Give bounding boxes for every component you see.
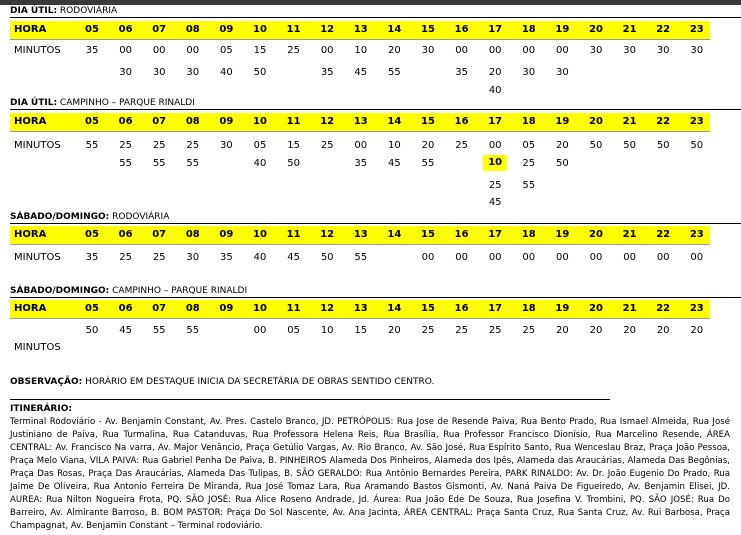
minute-cell: 55 <box>388 67 401 78</box>
minute-cell: 40 <box>488 85 502 96</box>
minute-cell: 35 <box>320 67 334 78</box>
hour-cell: 13 <box>353 303 368 314</box>
hour-cell: 14 <box>387 229 402 240</box>
minute-cell: 05 <box>253 140 267 151</box>
minute-cell: 20 <box>556 140 569 151</box>
hour-cell: 16 <box>454 229 469 240</box>
hour-cell: 10 <box>253 229 267 240</box>
minute-cell: 05 <box>287 325 300 336</box>
minute-cell: 20 <box>388 45 401 56</box>
minute-cell: 50 <box>85 325 99 336</box>
section-rule <box>10 17 741 18</box>
minute-cell: 25 <box>488 180 502 191</box>
minute-cell: 30 <box>656 45 670 56</box>
minute-cell: 25 <box>119 252 132 263</box>
hour-cell: 12 <box>320 303 335 314</box>
minute-cell: 55 <box>354 252 368 263</box>
hour-cell: 10 <box>253 303 267 314</box>
minute-cell: 45 <box>488 197 502 208</box>
hour-cell: 20 <box>589 116 603 127</box>
minute-cell: 55 <box>186 325 200 336</box>
minute-cell: 25 <box>522 325 536 336</box>
hour-cell: 12 <box>320 116 335 127</box>
minute-cell: 15 <box>287 140 300 151</box>
minute-cell: 30 <box>589 45 603 56</box>
section-rule <box>10 297 741 298</box>
minute-cell: 05 <box>220 45 233 56</box>
hour-cell: 11 <box>286 303 301 314</box>
hour-cell: 21 <box>622 303 637 314</box>
minute-cell: 10 <box>320 325 334 336</box>
minute-cell: 20 <box>656 325 670 336</box>
minutes-label: MINUTOS <box>14 342 61 353</box>
minute-cell: 00 <box>690 252 704 263</box>
hour-cell: 15 <box>421 303 435 314</box>
hour-cell: 18 <box>521 24 536 35</box>
minute-cell: 50 <box>287 158 300 169</box>
minute-cell: 35 <box>220 252 233 263</box>
hour-cell: 06 <box>118 303 133 314</box>
minute-cell: 20 <box>589 325 603 336</box>
hour-cell: 21 <box>622 24 637 35</box>
minute-cell: 45 <box>354 67 368 78</box>
section-title-route: RODOVIÁRIA <box>109 212 170 222</box>
hour-cell: 23 <box>689 116 704 127</box>
minute-cell: 25 <box>488 325 502 336</box>
minute-cell: 00 <box>589 252 603 263</box>
hour-cell: 11 <box>286 116 301 127</box>
minute-cell: 25 <box>455 325 468 336</box>
minute-cell: 00 <box>354 140 368 151</box>
minute-cell: 25 <box>186 140 200 151</box>
hour-label: HORA <box>14 24 47 35</box>
hour-bar-underline <box>10 39 710 40</box>
hour-cell: 22 <box>656 24 671 35</box>
hour-cell: 08 <box>185 229 200 240</box>
minute-cell: 00 <box>488 45 502 56</box>
observation-text: HORÁRIO EM DESTAQUE INICIA DA SECRETÁRIA DE OBRAS SENTIDO CENTRO. <box>82 377 435 387</box>
hour-label: HORA <box>14 116 47 127</box>
hour-cell: 23 <box>689 229 704 240</box>
minute-cell: 00 <box>556 252 569 263</box>
minute-cell: 20 <box>556 325 569 336</box>
minute-cell: 15 <box>253 45 267 56</box>
itinerary-rule <box>10 399 610 400</box>
minute-cell: 25 <box>455 140 468 151</box>
section-title-route: CAMPINHO – PARQUE RINALDI <box>109 286 248 296</box>
section-title-prefix: SÁBADO/DOMINGO: <box>10 212 110 222</box>
minute-cell: 50 <box>253 67 267 78</box>
minute-cell: 40 <box>220 67 233 78</box>
hour-cell: 16 <box>454 303 469 314</box>
minute-cell: 30 <box>152 67 166 78</box>
minute-cell: 50 <box>320 252 334 263</box>
observation <box>10 377 434 387</box>
section-title-prefix: DIA ÚTIL: <box>10 98 58 108</box>
minute-cell: 35 <box>354 158 368 169</box>
hour-bar-underline <box>10 131 710 132</box>
hour-cell: 11 <box>286 229 301 240</box>
top-strip <box>0 0 741 5</box>
hour-cell: 17 <box>488 303 503 314</box>
hour-cell: 19 <box>555 116 570 127</box>
hour-cell: 21 <box>622 116 637 127</box>
section-title <box>10 286 247 296</box>
minute-cell: 45 <box>388 158 401 169</box>
minute-cell: 15 <box>354 325 368 336</box>
section-title-prefix: SÁBADO/DOMINGO: <box>10 286 110 296</box>
observation-prefix: OBSERVAÇÃO: <box>10 377 83 387</box>
hour-cell: 20 <box>589 24 603 35</box>
minute-cell: 00 <box>522 252 536 263</box>
section-rule <box>10 109 741 110</box>
section-title <box>10 6 117 16</box>
minute-cell: 30 <box>556 67 569 78</box>
minute-cell: 55 <box>85 140 99 151</box>
hour-cell: 08 <box>185 303 200 314</box>
minute-cell: 50 <box>690 140 704 151</box>
hour-cell: 14 <box>387 303 402 314</box>
minute-cell: 55 <box>421 158 435 169</box>
minute-cell: 45 <box>119 325 132 336</box>
itinerary-title: ITINERÁRIO: <box>10 404 72 414</box>
minute-cell: 55 <box>152 325 166 336</box>
hour-cell: 09 <box>219 303 234 314</box>
hour-cell: 14 <box>387 24 402 35</box>
hour-cell: 18 <box>521 303 536 314</box>
minute-cell: 20 <box>623 325 636 336</box>
section-title-route: RODOVIÁRIA <box>57 6 118 16</box>
hour-bar-underline <box>10 318 710 319</box>
hour-cell: 05 <box>85 229 99 240</box>
hour-cell: 08 <box>185 116 200 127</box>
hour-cell: 09 <box>219 116 234 127</box>
hour-label: HORA <box>14 303 47 314</box>
hour-cell: 19 <box>555 229 570 240</box>
hour-cell: 20 <box>589 229 603 240</box>
minute-cell: 25 <box>320 140 334 151</box>
hour-cell: 09 <box>219 24 234 35</box>
hour-cell: 13 <box>353 229 368 240</box>
hour-cell: 21 <box>622 229 637 240</box>
minute-cell: 20 <box>421 140 435 151</box>
minute-cell: 20 <box>690 325 704 336</box>
hour-cell: 17 <box>488 24 503 35</box>
minute-cell: 30 <box>186 252 200 263</box>
minute-cell: 50 <box>556 158 569 169</box>
hour-cell: 13 <box>353 116 368 127</box>
hour-cell: 22 <box>656 229 671 240</box>
minute-cell: 00 <box>488 252 502 263</box>
hour-cell: 07 <box>152 303 167 314</box>
hour-cell: 08 <box>185 24 200 35</box>
section-title-prefix: DIA ÚTIL: <box>10 6 58 16</box>
section-rule <box>10 223 741 224</box>
hour-cell: 17 <box>488 116 503 127</box>
hour-cell: 18 <box>521 229 536 240</box>
minute-cell: 00 <box>320 45 334 56</box>
hour-cell: 16 <box>454 116 469 127</box>
hour-cell: 07 <box>152 116 167 127</box>
minute-cell: 25 <box>152 252 166 263</box>
minute-cell: 30 <box>690 45 704 56</box>
hour-cell: 05 <box>85 303 99 314</box>
minute-cell: 40 <box>253 252 267 263</box>
minute-cell: 25 <box>287 45 300 56</box>
hour-cell: 19 <box>555 24 570 35</box>
hour-cell: 23 <box>689 24 704 35</box>
minute-cell: 30 <box>421 45 435 56</box>
minutes-label: MINUTOS <box>14 45 61 56</box>
minute-cell: 40 <box>253 158 267 169</box>
hour-cell: 19 <box>555 303 570 314</box>
hour-cell: 22 <box>656 303 671 314</box>
hour-bar-underline <box>10 244 710 245</box>
hour-cell: 07 <box>152 229 167 240</box>
minute-cell: 10 <box>354 45 368 56</box>
hour-cell: 06 <box>118 24 133 35</box>
hour-cell: 06 <box>118 229 133 240</box>
minute-cell: 00 <box>522 45 536 56</box>
hour-cell: 05 <box>85 24 99 35</box>
minute-cell: 25 <box>421 325 435 336</box>
itinerary-text: Terminal Rodoviário - Av. Benjamin Constant, Av. Pres. Castelo Branco, JD. PETRÓPOLIS: Rua Jose de Resende Paiva, Rua Bento Prado, Rua Ismael Almeida, Rua José Justiniano de Paiva, Rua Turmalina, Rua Catanduvas, Rua Professora Helena Reis, Rua Brasília, Rua Professor Francisco Dionísio, Rua Marcelino Resende, ÁREA CENTRAL: Av. Francisco Na varra, Av. Major Venâncio, Praça Getúlio Vargas, Av. Rio Branco, Av. São José, Rua Espírito Santo, Rua Wenceslau Braz, Praça João Pessoa, Praça Melo Viana, VILA PAIVA: Rua Gabriel Penha De Paiva, B. PINHEIROS Alameda Dos Pinheiros, Alameda dos Ipês, Alameda das Araucárias, Alameda Das Begônias, Praça Das Rosas, Praça Das Araucárias, Alameda Das Tulipas, B. SÃO GERALDO: Rua Antônio Bernardes Pereira, PARK RINALDO: Av. Dr. João Eugenio Do Prado, Rua Jaime De Oliveira, Rua Antonio Ferreira De Miranda, Rua José Tomaz Lara, Rua Aramando Bastos Gismonti, Av. Naná Paiva De Figueiredo, Av. Benjamin Elisei, JD. AUREA: Rua Nilton Nogueira Frota, PQ. SÃO JOSÉ: Rua Alice Roseno Andrade, Jd. Áurea: Rua João Ede De Souza, Rua Josefina V. Trombini, PQ. SÃO JOSÉ: Rua Do Barreiro, Av. Almirante Barroso, B. BOM PASTOR: Praça Do Sol Nascente, Av. Ana Jacinta, ÁREA CENTRAL: Praça Santa Cruz, Rua Santa Cruz, Av. Rui Barbosa, Praça Champagnat, Av. Benjamin Constant – Terminal rodoviário. <box>10 417 730 531</box>
minute-cell: 05 <box>522 140 536 151</box>
minute-cell: 00 <box>455 252 468 263</box>
hour-cell: 11 <box>286 24 301 35</box>
minute-cell: 30 <box>186 67 200 78</box>
minute-cell: 55 <box>119 158 132 169</box>
minute-cell: 25 <box>522 158 536 169</box>
hour-cell: 06 <box>118 116 133 127</box>
minute-cell: 30 <box>623 45 636 56</box>
hour-cell: 15 <box>421 229 435 240</box>
minute-cell: 30 <box>220 140 233 151</box>
hour-label: HORA <box>14 229 47 240</box>
minute-cell: 00 <box>152 45 166 56</box>
minute-cell: 00 <box>421 252 435 263</box>
hour-cell: 05 <box>85 116 99 127</box>
minute-cell: 35 <box>85 252 99 263</box>
hour-cell: 18 <box>521 116 536 127</box>
hour-cell: 12 <box>320 24 335 35</box>
minute-cell: 30 <box>119 67 132 78</box>
minute-cell: 00 <box>455 45 468 56</box>
minute-cell: 00 <box>656 252 670 263</box>
section-title <box>10 98 195 108</box>
minute-cell: 25 <box>119 140 132 151</box>
hour-cell: 17 <box>488 229 503 240</box>
minute-cell: 35 <box>85 45 99 56</box>
hour-cell: 13 <box>353 24 368 35</box>
minute-cell: 45 <box>287 252 300 263</box>
minutes-label: MINUTOS <box>14 252 61 263</box>
minute-cell: 55 <box>152 158 166 169</box>
minute-cell: 35 <box>455 67 468 78</box>
minute-cell: 20 <box>388 325 401 336</box>
hour-cell: 07 <box>152 24 167 35</box>
minute-cell: 20 <box>488 67 502 78</box>
hour-cell: 15 <box>421 24 435 35</box>
hour-cell: 10 <box>253 24 267 35</box>
minute-cell: 50 <box>589 140 603 151</box>
hour-cell: 14 <box>387 116 402 127</box>
minute-cell: 00 <box>488 140 502 151</box>
minute-cell: 55 <box>186 158 200 169</box>
hour-cell: 16 <box>454 24 469 35</box>
hour-cell: 23 <box>689 303 704 314</box>
minute-cell: 25 <box>152 140 166 151</box>
minute-cell: 50 <box>623 140 636 151</box>
minute-cell: 00 <box>119 45 132 56</box>
section-title-route: CAMPINHO – PARQUE RINALDI <box>57 98 195 108</box>
minutes-label: MINUTOS <box>14 140 61 151</box>
minute-cell: 50 <box>656 140 670 151</box>
minute-cell: 00 <box>253 325 267 336</box>
minute-cell: 55 <box>522 180 536 191</box>
hour-cell: 09 <box>219 229 234 240</box>
hour-cell: 22 <box>656 116 671 127</box>
section-title <box>10 212 169 222</box>
hour-cell: 20 <box>589 303 603 314</box>
hour-cell: 15 <box>421 116 435 127</box>
minute-cell: 00 <box>623 252 636 263</box>
minute-cell: 10 <box>388 140 401 151</box>
hour-cell: 10 <box>253 116 267 127</box>
minute-cell: 00 <box>556 45 569 56</box>
minute-cell-highlighted: 10 <box>483 155 507 171</box>
minute-cell: 30 <box>522 67 536 78</box>
minute-cell: 00 <box>186 45 200 56</box>
hour-cell: 12 <box>320 229 335 240</box>
